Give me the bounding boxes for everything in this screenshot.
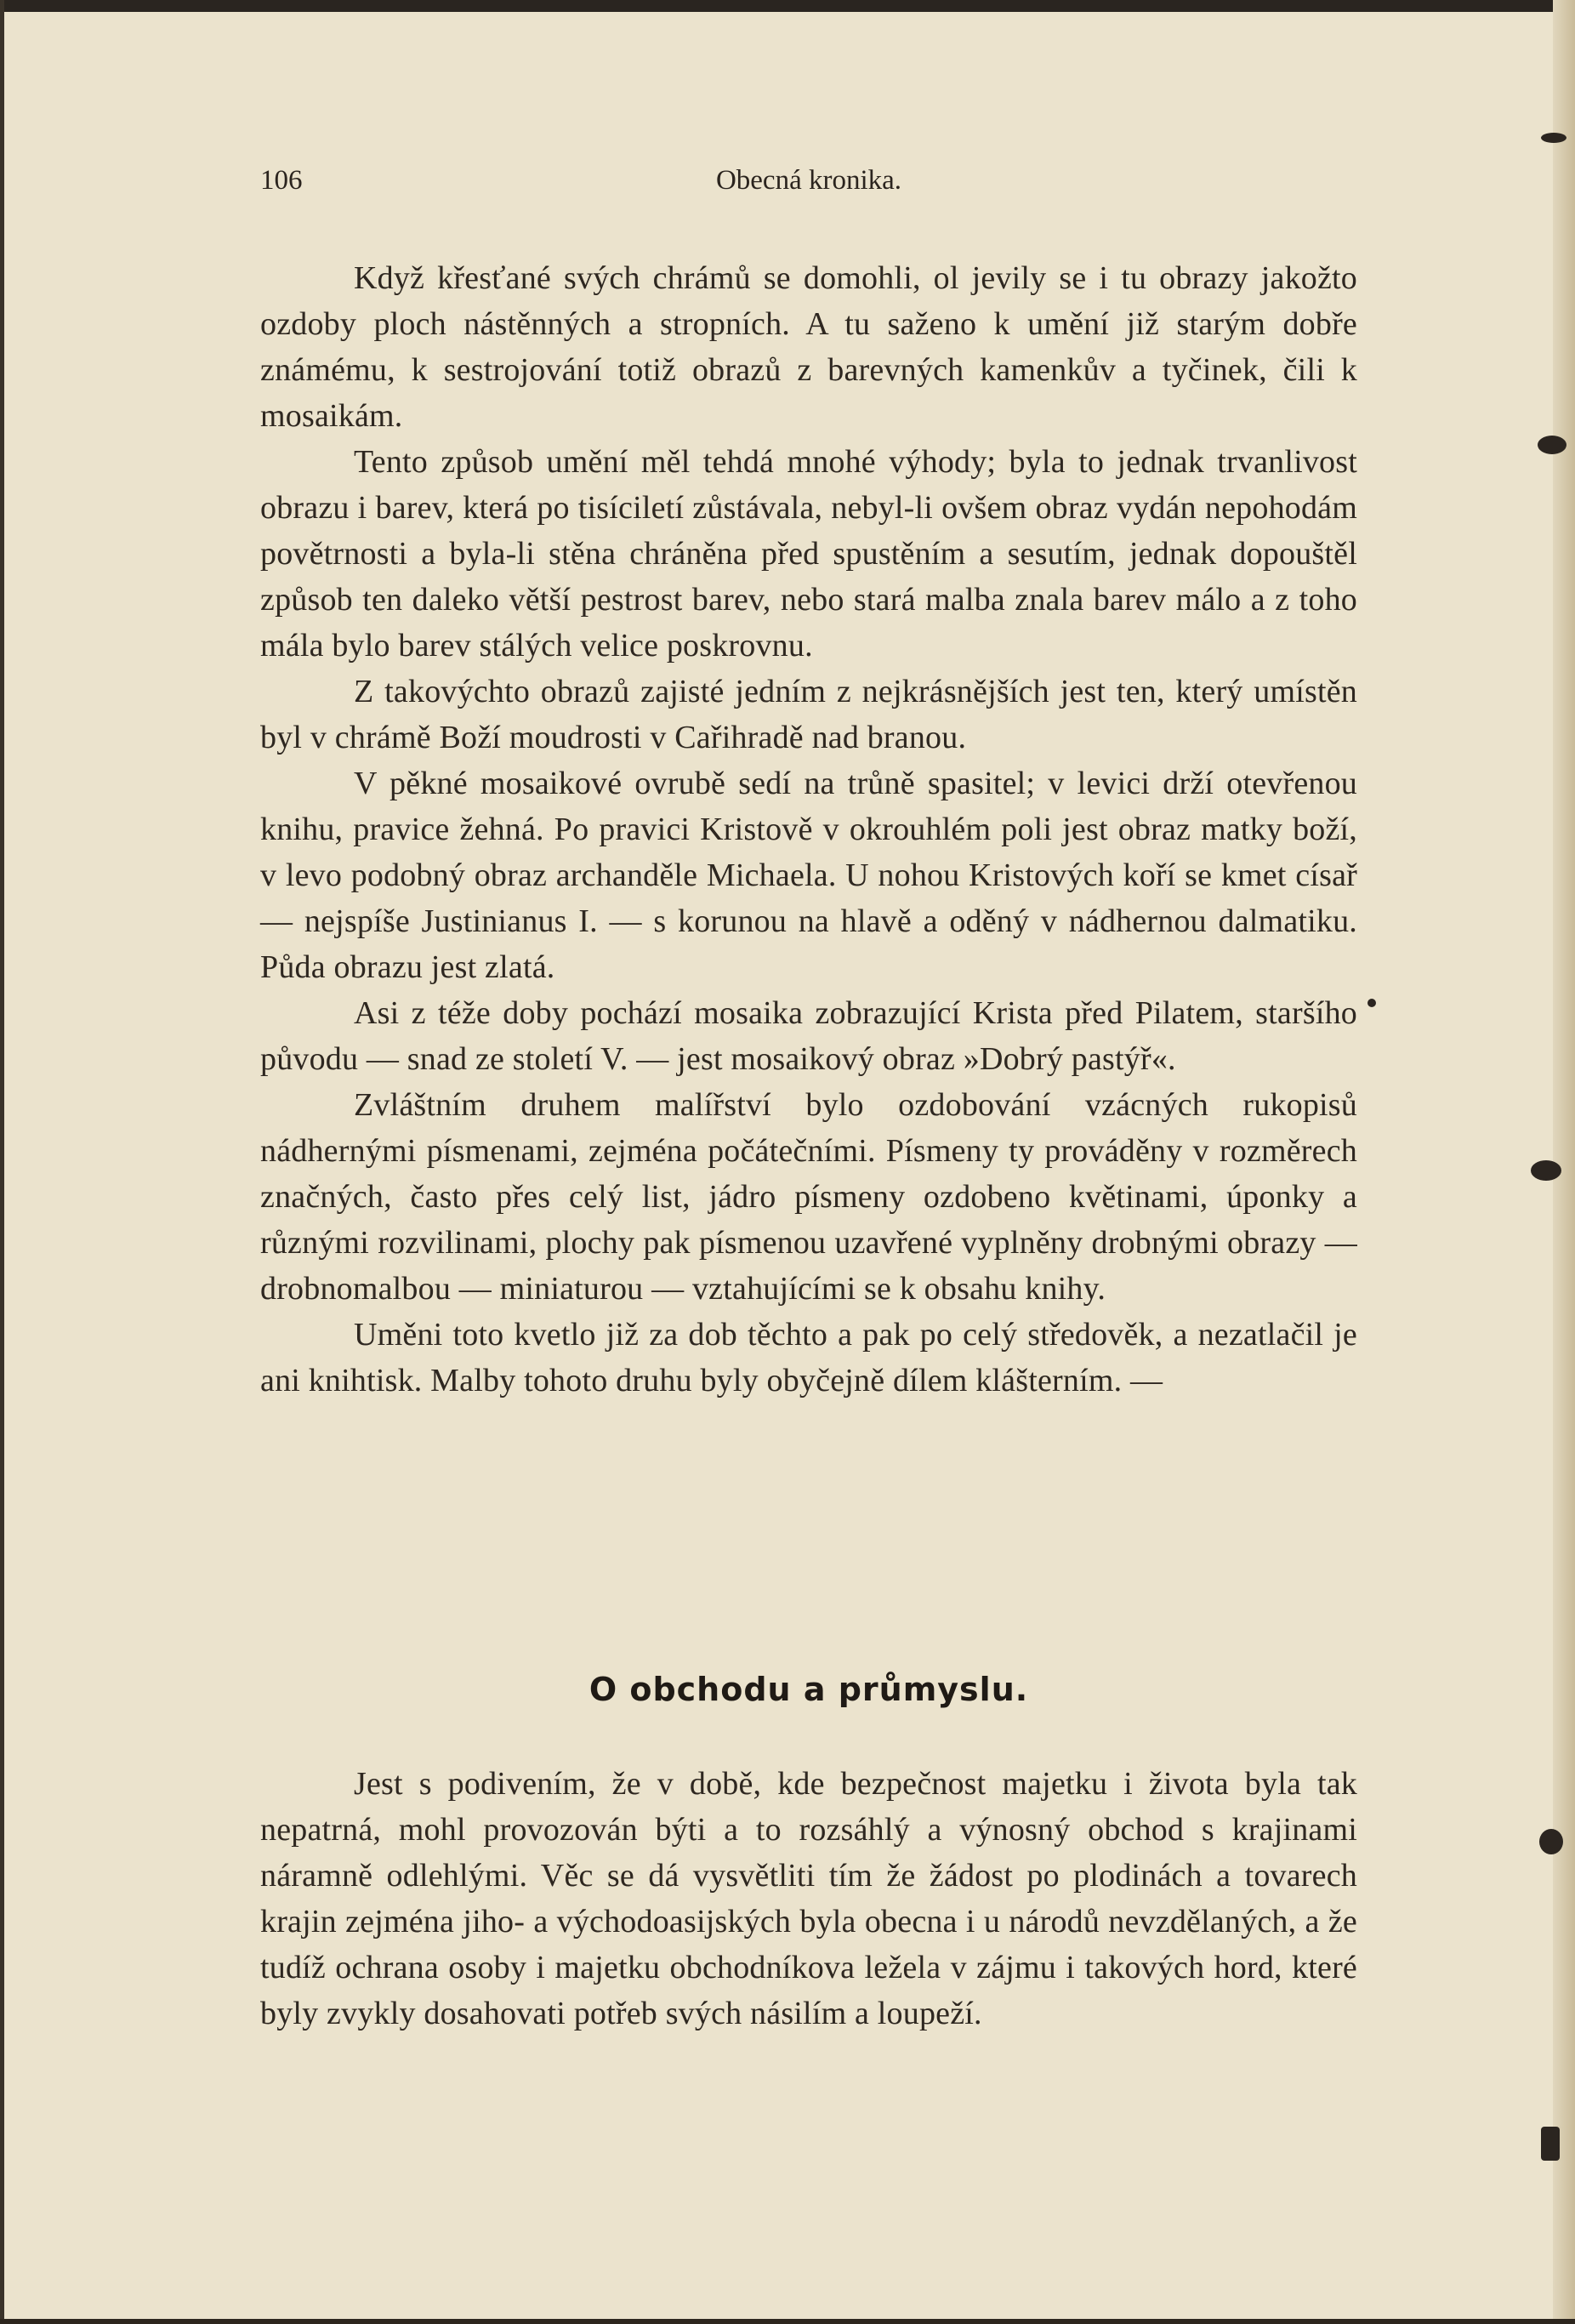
margin-mark [1539, 1829, 1563, 1854]
text-block-before-heading [260, 255, 1357, 1404]
paragraph: Asi z téže doby pochází mosaika zobrazující Krista před Pilatem, staršího původu — snad ze století V. — jest mosaikový obraz »Dobrý pastýř«. [260, 995, 1357, 1077]
text-block-after-heading [260, 1761, 1357, 2036]
section-heading: O obchodu a průmyslu. [588, 1671, 1029, 1708]
paragraph: Tento způsob umění měl tehdá mnohé výhody; byla to jednak trvanlivost obrazu i barev, která po tisíciletí zůstávala, nebyl-li ovšem obraz vydán nepohodám povětrnosti a byla-li stěna chráněna před spustěním a sesutím, jednak dopouštěl způsob ten daleko větší pestrost barev, nebo stará malba znala barev málo a z toho mála bylo barev stálých velice poskrovnu. [260, 444, 1357, 664]
paragraph: Jest s podivením, že v době, kde bezpečnost majetku i života byla tak nepatrná, mohl provozován býti a to rozsáhlý a výnosný obchod s krajinami náramně odlehlými. Věc se dá vysvětliti tím že žádost po plodinách a tovarech krajin zejména jiho- a východoasijských byla obecna i u národů nevzdělaných, a že tudíž ochrana osoby i majetku obchodníkova ležela v zájmu i takových hord, které byly zvykly dosahovati potřeb svých násilím a loupeží. [260, 1766, 1357, 2031]
paragraph: Z takovýchto obrazů zajisté jedním z nejkrásnějších jest ten, který umístěn byl v chrámě Boží moudrosti v Cařihradě nad branou. [260, 674, 1357, 755]
margin-mark [1538, 436, 1566, 454]
scan-edge-bottom [0, 2319, 1575, 2324]
margin-mark [1541, 2127, 1560, 2161]
paragraph: Uměni toto kvetlo již za dob těchto a pak po celý středověk, a nezatlačil je ani knihtisk. Malby tohoto druhu byly obyčejně dílem klášterním. — [260, 1317, 1357, 1398]
margin-mark [1541, 133, 1566, 143]
page-number: 106 [260, 165, 303, 196]
paragraph: V pěkné mosaikové ovrubě sedí na trůně spasitel; v levici drží otevřenou knihu, pravice žehná. Po pravici Kristově v okrouhlém poli jest obraz matky boží, v levo podobný obraz archanděle Michaela. U nohou Kristových koří se kmet císař — nejspíše Justinianus I. — s korunou na hlavě a oděný v nádhernou dalmatiku. Půda obrazu jest zlatá. [260, 766, 1357, 985]
margin-mark [1531, 1160, 1561, 1181]
running-title: Obecná kronika. [715, 165, 902, 196]
margin-mark [1367, 999, 1376, 1007]
scan-edge-top [0, 0, 1575, 12]
page-header [260, 165, 1357, 202]
paragraph: Zvláštním druhem malířství bylo ozdobování vzácných rukopisů nádhernými písmenami, zejména počátečními. Písmeny ty prováděny v rozměrech značných, často přes celý list, jádro písmeny ozdobeno květinami, úponky a různými rozvilinami, plochy pak písmenou uzavřené vyplněny drobnými obrazy — drobnomalbou — miniaturou — vztahujícími se k obsahu knihy. [260, 1087, 1357, 1307]
scan-edge-left [0, 0, 4, 2324]
paragraph: Když křesťané svých chrámů se domohli, ol jevily se i tu obrazy jakožto ozdoby ploch nástěnných a stropních. A tu saženo k umění již starým dobře známému, k sestrojování totiž obrazů z barevných kamenkův a tyčinek, čili k mosaikám. [260, 260, 1357, 434]
